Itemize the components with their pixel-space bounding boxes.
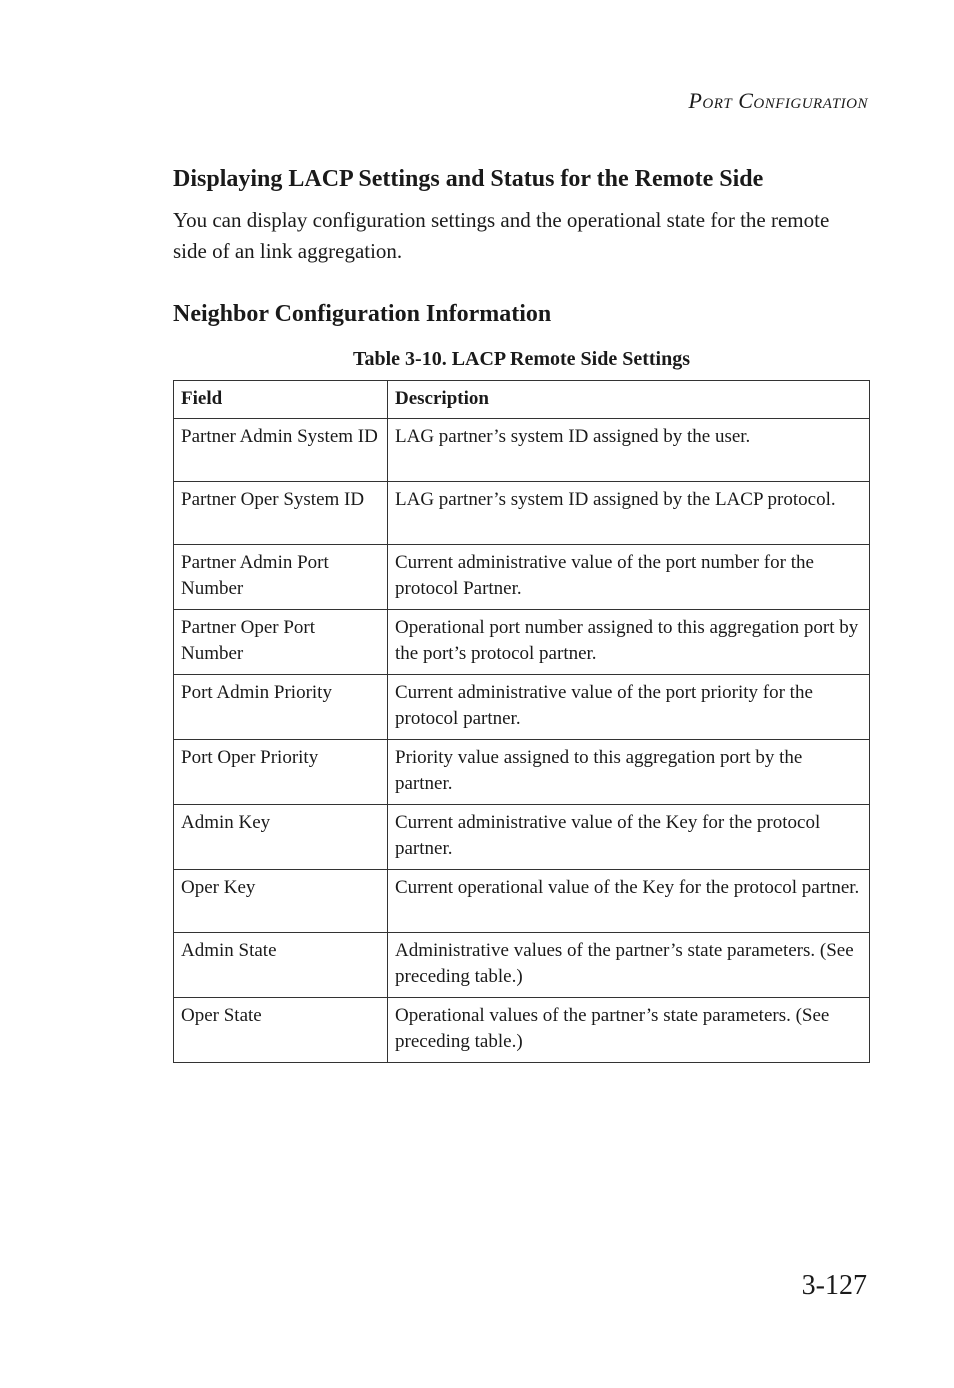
table-row xyxy=(174,740,870,805)
field-cell: Oper State xyxy=(174,998,388,1063)
field-cell: Port Admin Priority xyxy=(174,675,388,740)
field-cell: Partner Oper Port Number xyxy=(174,610,388,675)
page-number: 3-127 xyxy=(801,1270,867,1301)
table-row xyxy=(174,675,870,740)
description-cell: Operational port number assigned to this aggregation port by the port’s protocol partner. xyxy=(388,610,870,675)
running-header: Port Configuration xyxy=(688,88,868,113)
field-cell: Partner Admin Port Number xyxy=(174,545,388,610)
description-cell: Current operational value of the Key for the protocol partner. xyxy=(388,870,870,933)
field-cell: Admin Key xyxy=(174,805,388,870)
table-row xyxy=(174,545,870,610)
column-header-field: Field xyxy=(174,381,388,419)
description-cell: Current administrative value of the Key for the protocol partner. xyxy=(388,805,870,870)
table-caption: Table 3-10. LACP Remote Side Settings xyxy=(352,348,691,370)
description-cell: LAG partner’s system ID assigned by the user. xyxy=(388,419,870,482)
description-cell: Administrative values of the partner’s state parameters. (See preceding table.) xyxy=(388,933,870,998)
table-row xyxy=(174,610,870,675)
field-cell: Partner Admin System ID xyxy=(174,419,388,482)
description-cell: Current administrative value of the port priority for the protocol partner. xyxy=(388,675,870,740)
description-cell: Priority value assigned to this aggregation port by the partner. xyxy=(388,740,870,805)
table-row xyxy=(174,933,870,998)
lacp-remote-settings-table xyxy=(173,380,870,1063)
field-cell: Admin State xyxy=(174,933,388,998)
table-header-row xyxy=(174,381,870,419)
column-header-description: Description xyxy=(388,381,870,419)
description-cell: Current administrative value of the port number for the protocol Partner. xyxy=(388,545,870,610)
table-row xyxy=(174,870,870,933)
field-cell: Port Oper Priority xyxy=(174,740,388,805)
field-cell: Oper Key xyxy=(174,870,388,933)
section-intro: You can display configuration settings and the operational state for the remote side of an link aggregation. xyxy=(173,208,830,263)
description-cell: Operational values of the partner’s state parameters. (See preceding table.) xyxy=(388,998,870,1063)
table-row xyxy=(174,998,870,1063)
subsection-title: Neighbor Configuration Information xyxy=(173,301,552,327)
table-row xyxy=(174,805,870,870)
table-row xyxy=(174,419,870,482)
field-cell: Partner Oper System ID xyxy=(174,482,388,545)
section-title: Displaying LACP Settings and Status for the Remote Side xyxy=(173,166,764,192)
description-cell: LAG partner’s system ID assigned by the LACP protocol. xyxy=(388,482,870,545)
table-row xyxy=(174,482,870,545)
